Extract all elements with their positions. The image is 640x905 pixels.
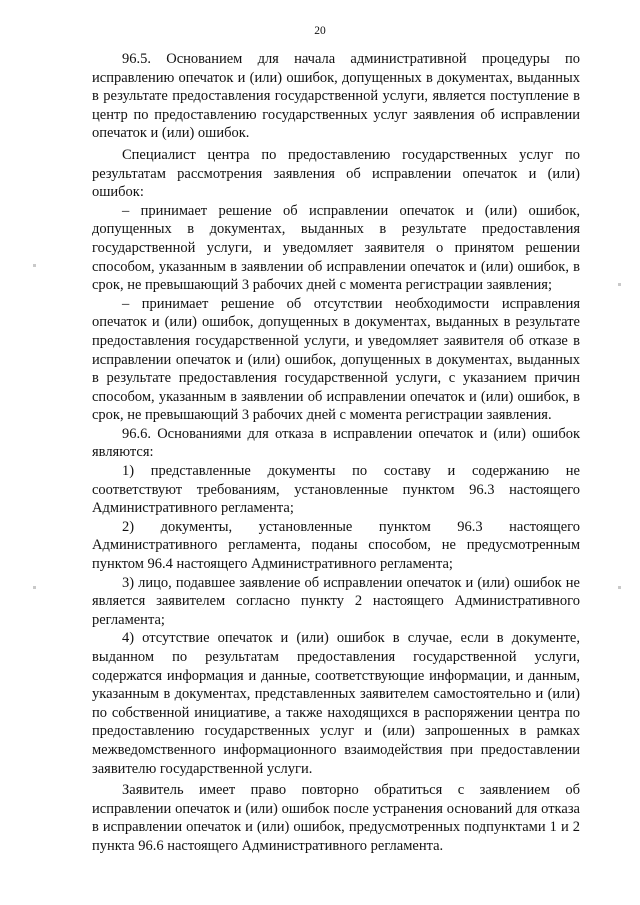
paragraph-96-6: 96.6. Основаниями для отказа в исправлении опечаток и (или) ошибок являются: [92, 425, 580, 461]
page-number: 20 [314, 25, 326, 37]
scan-mark [33, 586, 36, 589]
list-item-decision-correct: – принимает решение об исправлении опечаток и (или) ошибок, допущенных в документах, выданных в результате предоставления государственной услуги, и уведомляет заявителя о принятом решении способом, указанным в заявлении об исправлении опечаток и (или) ошибок, в срок, не превышающий 3 рабочих дней с момента регистрации заявления; [92, 202, 580, 294]
list-item-decision-refuse: – принимает решение об отсутствии необходимости исправления опечаток и (или) ошибок, допущенных в документах, выданных в результате предоставления государственной услуги, и уведомляет заявителя об отказе в исправлении опечаток и (или) ошибок, допущенных в документах, выданных в результате предоставления государственной услуги, с указанием причин способом, указанным в заявлении об исправлении опечаток и (или) ошибок, в срок, не превышающий 3 рабочих дней с момента регистрации заявления. [92, 295, 580, 424]
list-item-ground-1: 1) представленные документы по составу и содержанию не соответствуют требованиям, установленные пунктом 96.3 настоящего Административного регламента; [92, 463, 580, 517]
scan-mark [33, 264, 36, 267]
paragraph-reapply: Заявитель имеет право повторно обратиться с заявлением об исправлении опечаток и (или) ошибок после устранения оснований для отказа в исправлении опечаток и (или) ошибок, предусмотренных подпунктами 1 и 2 пункта 96.6 настоящего Административного регламента. [92, 782, 580, 854]
document-body [92, 50, 580, 856]
scan-mark [618, 283, 621, 286]
list-item-ground-3: 3) лицо, подавшее заявление об исправлении опечаток и (или) ошибок не является заявителем согласно пункту 2 настоящего Административного регламента; [92, 574, 580, 628]
list-item-ground-4: 4) отсутствие опечаток и (или) ошибок в случае, если в документе, выданном по результатам предоставления государственной услуги, содержатся информация и данные, соответствующие информации, и данным, указанным в документах, представленных заявителем самостоятельно и (или) по собственной инициативе, а также находящихся в распоряжении центра по предоставлению государственных услуг и (или) запрошенных в рамках межведомственного информационного взаимодействия при предоставлении заявителю государственной услуги. [92, 630, 580, 777]
paragraph-specialist: Специалист центра по предоставлению государственных услуг по результатам рассмотрения заявления об исправлении опечаток и (или) ошибок: [92, 146, 580, 201]
paragraph-96-5: 96.5. Основанием для начала административной процедуры по исправлению опечаток и (или) ошибок, допущенных в документах, выданных в результате предоставления государственной услуги, является поступление в центр по предоставлению государственных услуг заявления об исправлении опечаток и (или) ошибок. [92, 51, 580, 142]
scan-mark [618, 586, 621, 589]
list-item-ground-2: 2) документы, установленные пунктом 96.3 настоящего Административного регламента, поданы способом, не предусмотренным пунктом 96.4 настоящего Административного регламента; [92, 518, 580, 573]
